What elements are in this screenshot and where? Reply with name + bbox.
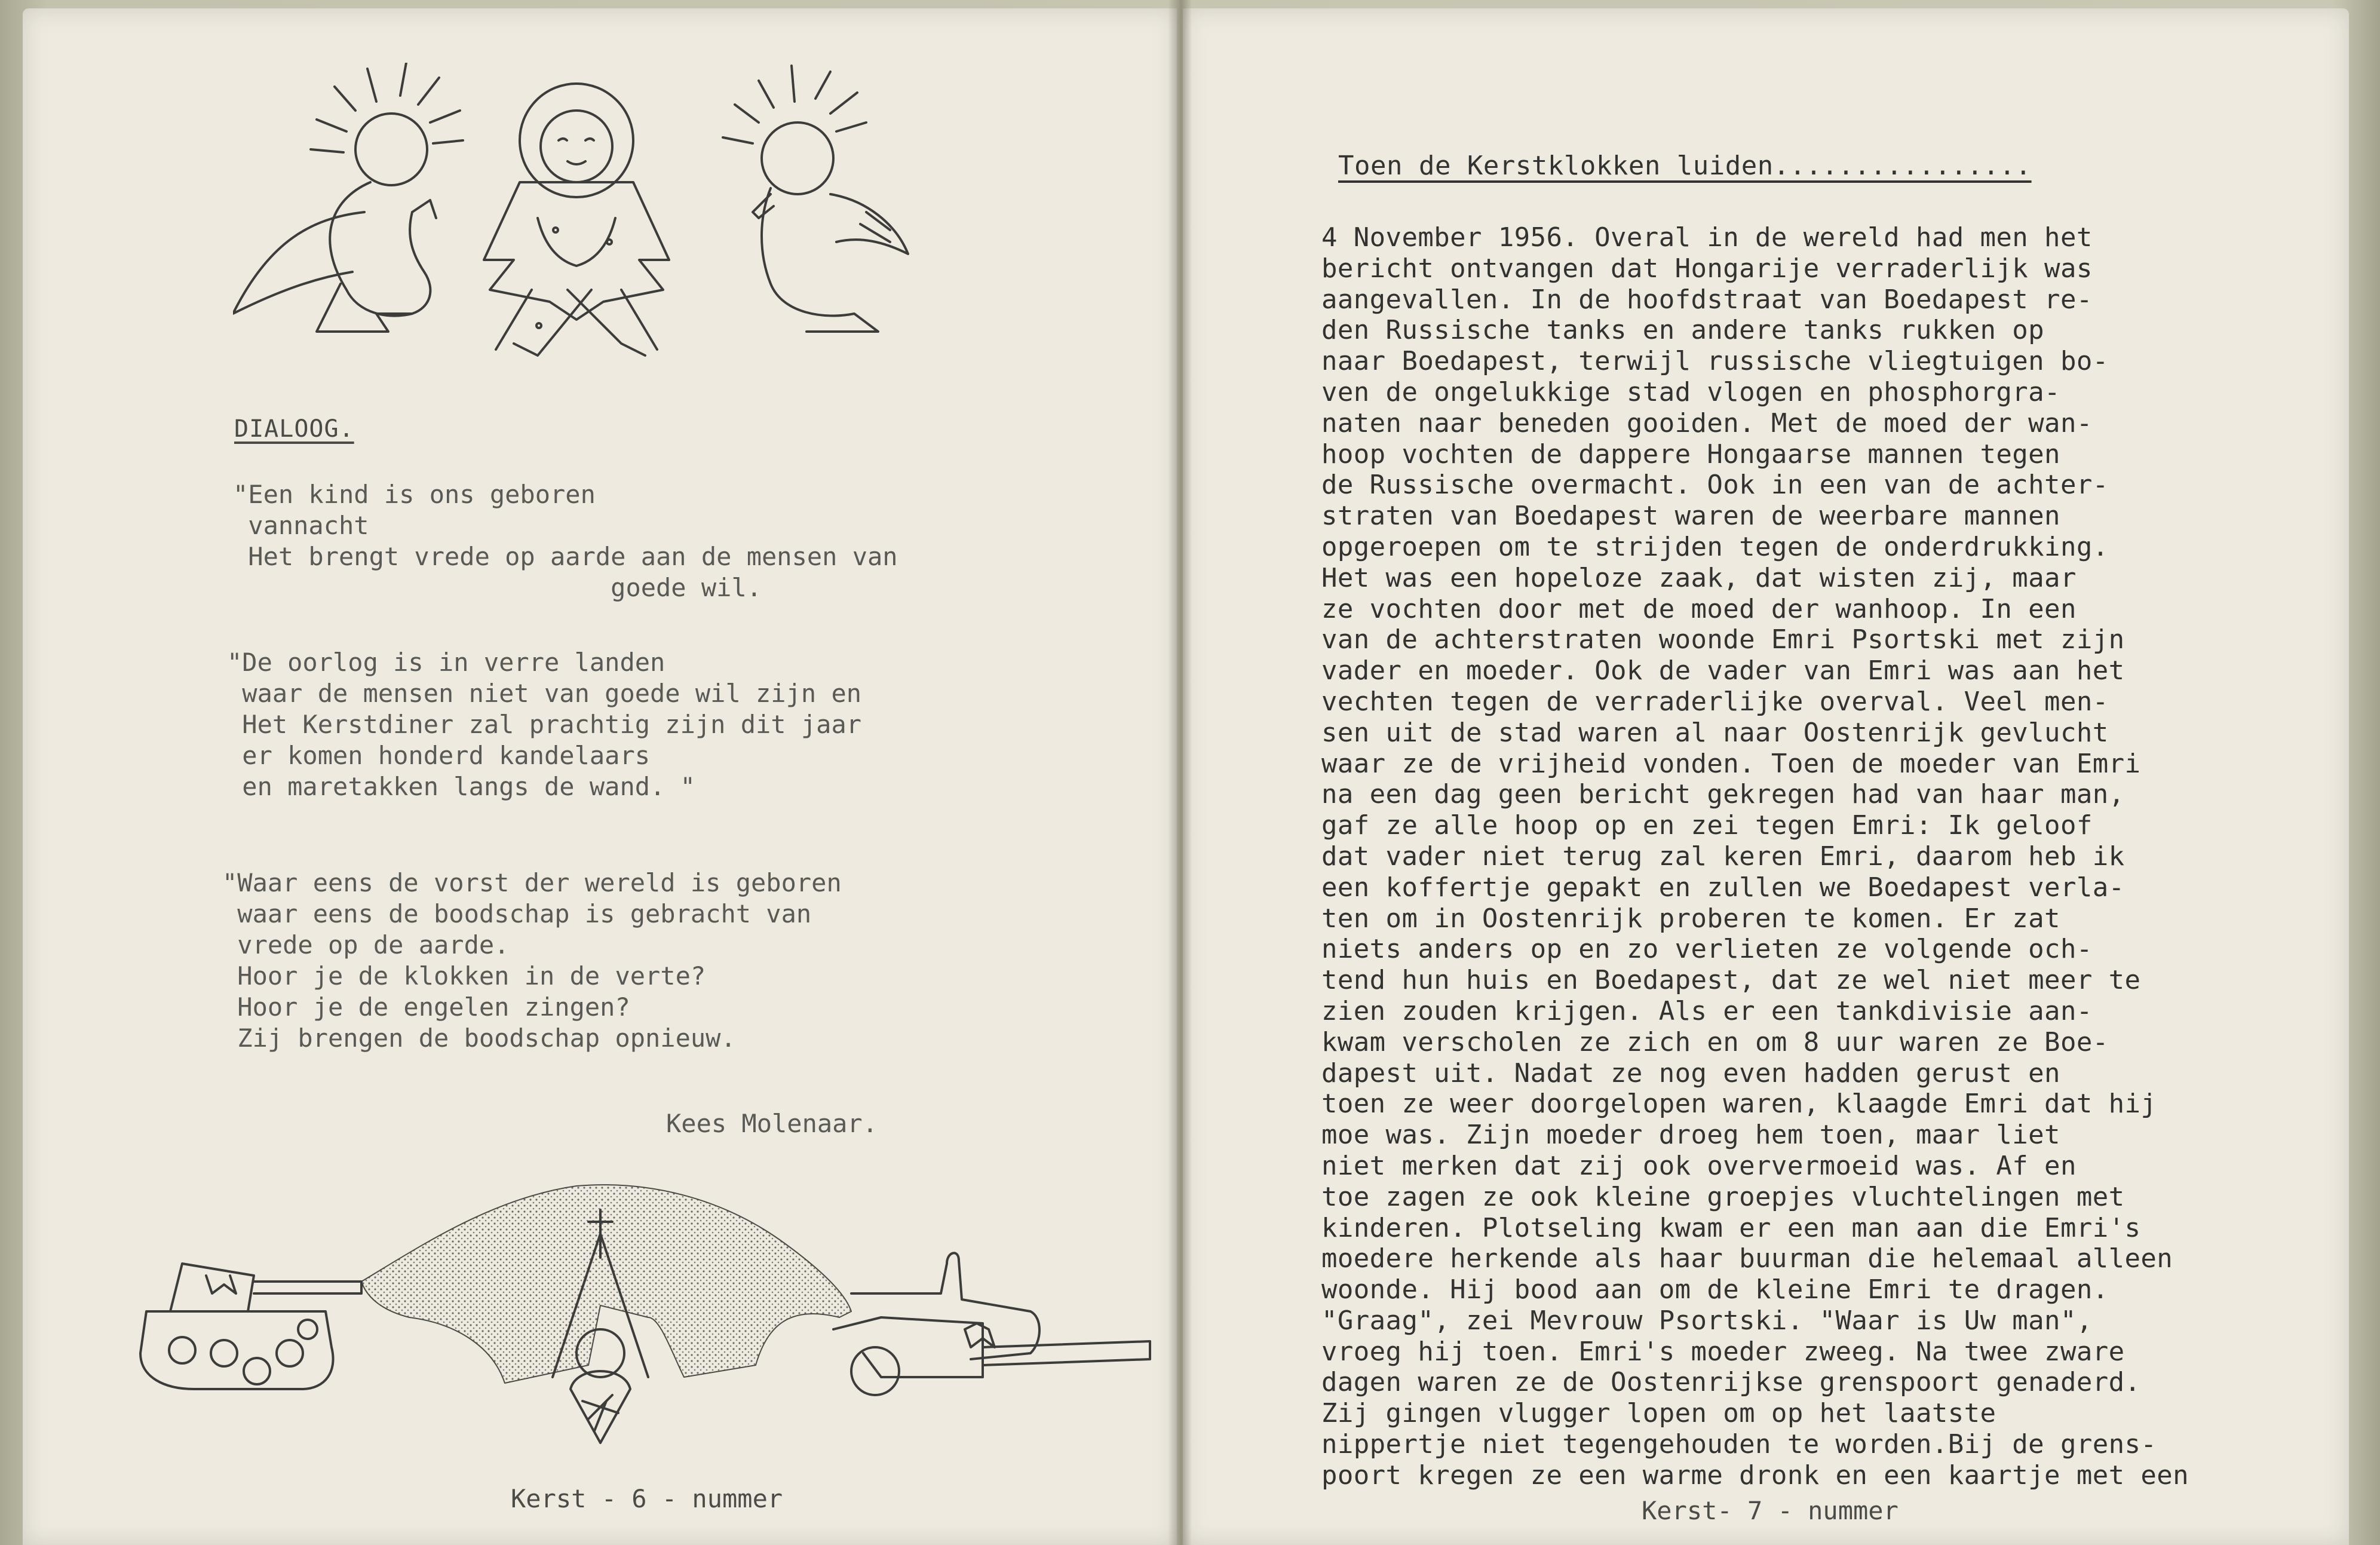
story-line: toen ze weer doorgelopen waren, klaagde Emri dat hij: [1321, 1089, 2157, 1120]
poem-line: waar de mensen niet van goede wil zijn en: [227, 679, 862, 708]
poem-line: er komen honderd kandelaars: [227, 741, 651, 770]
angel-left: [233, 114, 436, 332]
story-line: vroeg hij toen. Emri's moeder zweeg. Na twee zware: [1321, 1336, 2125, 1367]
poem-line: en maretakken langs de wand. ": [227, 772, 695, 801]
poem-line: Het Kerstdiner zal prachtig zijn dit jaar: [227, 710, 862, 739]
story-line: dat vader niet terug zal keren Emri, daarom heb ik: [1321, 841, 2125, 872]
story-line: woonde. Hij bood aan om de kleine Emri te dragen.: [1321, 1274, 2109, 1305]
story-line: vader en moeder. Ook de vader van Emri was aan het: [1321, 655, 2125, 686]
story-line: opgeroepen om te strijden tegen de onderdrukking.: [1321, 531, 2109, 562]
poem-line: Het brengt vrede op aarde aan de mensen van: [233, 542, 898, 571]
story-line: ten om in Oostenrijk proberen te komen. Er zat: [1321, 903, 2060, 934]
story-line: van de achterstraten woonde Emri Psortski met zijn: [1321, 624, 2125, 655]
poem-line: Zij brengen de boodschap opnieuw.: [222, 1023, 736, 1053]
story-line: ze vochten door met de moed der wanhoop. In een: [1321, 593, 2077, 624]
story-text: [1321, 222, 2325, 1491]
story-title: Toen de Kerstklokken luiden................: [1338, 151, 2032, 181]
tank-right: [833, 1253, 1150, 1395]
story-line: straten van Boedapest waren de weerbare mannen: [1321, 501, 2060, 532]
poem-line: Hoor je de klokken in de verte?: [222, 961, 706, 991]
poem-line: "Waar eens de vorst der wereld is geboren: [222, 868, 842, 897]
story-line: kinderen. Plotseling kwam er een man aan die Emri's: [1321, 1212, 2141, 1243]
hill: [361, 1185, 851, 1383]
story-line: sen uit de stad waren al naar Oostenrijk gevlucht: [1321, 717, 2109, 748]
dialoog-heading: DIALOOG.: [234, 415, 354, 443]
story-line: Het was een hopeloze zaak, dat wisten zij, maar: [1321, 562, 2077, 593]
story-line: zien zouden krijgen. Als er een tankdivisie aan-: [1321, 995, 2093, 1026]
story-line: dapest uit. Nadat ze nog even hadden gerust en: [1321, 1057, 2060, 1089]
story-line: niets anders op en zo verlieten ze volgende och-: [1321, 934, 2093, 965]
tanks-stable-drawing: [134, 1174, 1162, 1449]
story-line: moe was. Zijn moeder droeg hem toen, maar liet: [1321, 1120, 2060, 1151]
poem-line: goede wil.: [233, 573, 762, 602]
story-line: vechten tegen de verraderlijke overval. Veel men-: [1321, 686, 2109, 717]
story-line: waar ze de vrijheid vonden. Toen de moeder van Emri: [1321, 748, 2141, 779]
author-signature: Kees Molenaar.: [666, 1109, 878, 1138]
story-line: moedere herkende als haar buurman die helemaal alleen: [1321, 1243, 2173, 1274]
tank-left: [140, 1264, 361, 1389]
poem-stanza-3: [222, 867, 842, 1054]
poem-line: vrede op de aarde.: [222, 930, 510, 960]
story-line: na een dag geen bericht gekregen had van haar man,: [1321, 779, 2125, 810]
poem-line: "Een kind is ons geboren: [233, 480, 596, 509]
story-line: dagen waren ze de Oostenrijkse grenspoort genaderd.: [1321, 1367, 2141, 1398]
story-line: Zij gingen vlugger lopen om op het laatste: [1321, 1398, 1996, 1429]
story-line: een koffertje gepakt en zullen we Boedapest verla-: [1321, 872, 2125, 903]
book-gutter: [1168, 0, 1192, 1545]
angel-right: [753, 122, 908, 332]
poem-line: "De oorlog is in verre landen: [227, 648, 665, 677]
angel-left-rays: [311, 63, 463, 152]
right-page-footer: Kerst- 7 - nummer: [1642, 1496, 1899, 1525]
story-line: "Graag", zei Mevrouw Psortski. "Waar is Uw man",: [1321, 1305, 2093, 1336]
story-line: bericht ontvangen dat Hongarije verraderlijk was: [1321, 253, 2093, 284]
story-line: nippertje niet tegengehouden te worden.Bij de grens-: [1321, 1429, 2157, 1460]
poem-stanza-2: [227, 647, 861, 802]
story-line: ven de ongelukkige stad vlogen en phosphorgra-: [1321, 376, 2060, 407]
poem-line: vannacht: [233, 511, 369, 540]
poem-line: waar eens de boodschap is gebracht van: [222, 899, 812, 928]
story-line: toe zagen ze ook kleine groepjes vluchtelingen met: [1321, 1181, 2125, 1212]
story-line: poort kregen ze een warme dronk en een kaartje met een: [1321, 1460, 2189, 1491]
story-line: niet merken dat zij ook oververmoeid was. Af en: [1321, 1150, 2077, 1181]
manger-child: [484, 84, 669, 355]
story-line: den Russische tanks en andere tanks rukken op: [1321, 315, 2045, 346]
story-line: naten naar beneden gooiden. Met de moed der wan-: [1321, 407, 2093, 439]
story-line: gaf ze alle hoop op en zei tegen Emri: Ik geloof: [1321, 810, 2093, 841]
story-line: tend hun huis en Boedapest, dat ze wel niet meer te: [1321, 965, 2141, 996]
left-page-footer: Kerst - 6 - nummer: [511, 1484, 783, 1513]
story-line: naar Boedapest, terwijl russische vliegtuigen bo-: [1321, 346, 2109, 377]
poem-line: Hoor je de engelen zingen?: [222, 992, 630, 1022]
poem-stanza-1: [233, 479, 898, 603]
story-line: aangevallen. In de hoofdstraat van Boedapest re-: [1321, 284, 2093, 315]
story-line: hoop vochten de dappere Hongaarse mannen tegen: [1321, 439, 2060, 470]
nativity-angels-drawing: [233, 63, 986, 433]
story-line: kwam verscholen ze zich en om 8 uur waren ze Boe-: [1321, 1026, 2109, 1057]
angel-right-rays: [723, 66, 866, 143]
story-line: 4 November 1956. Overal in de wereld had men het: [1321, 222, 2093, 253]
story-line: de Russische overmacht. Ook in een van de achter-: [1321, 470, 2109, 501]
